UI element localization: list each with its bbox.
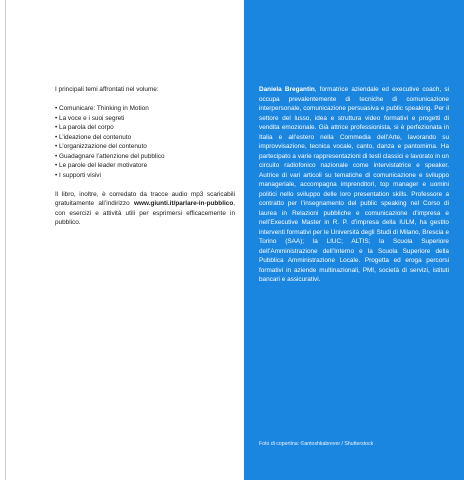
- topic-item: • La voce e i suoi segreti: [55, 114, 235, 124]
- topic-item: • Guadagnare l’attenzione del pubblico: [55, 152, 235, 162]
- author-name: Daniela Bregantin: [259, 86, 315, 93]
- audio-tracks-note: [55, 190, 235, 228]
- download-link[interactable]: www.giunti.it/parlare-in-pubblico: [134, 200, 234, 207]
- topic-item: • Comunicare: Thinking in Motion: [55, 104, 235, 114]
- audio-tracks-text-end: , con esercizi e attività utili per esprimersi efficacemente in pubblico.: [55, 200, 235, 226]
- author-bio: [259, 85, 449, 285]
- volume-topics-text: [55, 85, 235, 228]
- topic-item: • I supporti visivi: [55, 171, 235, 181]
- topics-list: [55, 104, 235, 180]
- photo-credit: Foto di copertina: ©antoshkabrever / Shutterstock: [259, 441, 374, 447]
- fold-line: [5, 0, 6, 480]
- author-bio-text: , formatrice aziendale ed executive coach, si occupa prevalentemente di tecniche di comunicazione interpersonale, comunicazione persuasiva e public speaking. Per il settore del lusso, idea e struttura video formativi e progetti di vendita emozionale. Già attrice professionista, si è perfezionata in Italia e all’estero nella Commedia dell’Arte, lavorando su improvvisazione, tecnica vocale, canto, danza e pantomima. Ha partecipato a varie rappresentazioni di testi classici e lavorato in un circuito radiofonico nazionale come intervistatrice e speaker. Autrice di vari articoli su tematiche di comunicazione e sviluppo manageriale, accompagna imprenditori, top manager e uomini politici nello sviluppo delle loro presentation skills. Professore a contratto per l’insegnamento del public speaking nel Corso di laurea in Relazioni pubbliche e comunicazione d’impresa e nell’Executive Master in R. P. d’impresa della IULM, ha gestito interventi formativi per le Università degli Studi di Milano, Brescia e Torino (SAA); la LIUC; ALTIS; la Scuola Superiore dell’Amministrazione dell’Interno e la Scuola Superiore della Pubblica Amministrazione Locale. Progetta ed eroga percorsi formativi in aziende multinazionali, PMI, società di servizi, istituti bancari e assicurativi.: [259, 86, 449, 283]
- topics-intro: I principali temi affrontati nel volume:: [55, 86, 159, 93]
- topic-item: • Le parole del leader motivatore: [55, 161, 235, 171]
- topic-item: • La parola del corpo: [55, 123, 235, 133]
- topic-item: • L’ideazione del contenuto: [55, 133, 235, 143]
- audio-tracks-text: Il libro, inoltre, è corredato da tracce audio mp3 scaricabili gratuitamente all’indirizzo: [55, 190, 235, 207]
- topic-item: • L’organizzazione del contenuto: [55, 142, 235, 152]
